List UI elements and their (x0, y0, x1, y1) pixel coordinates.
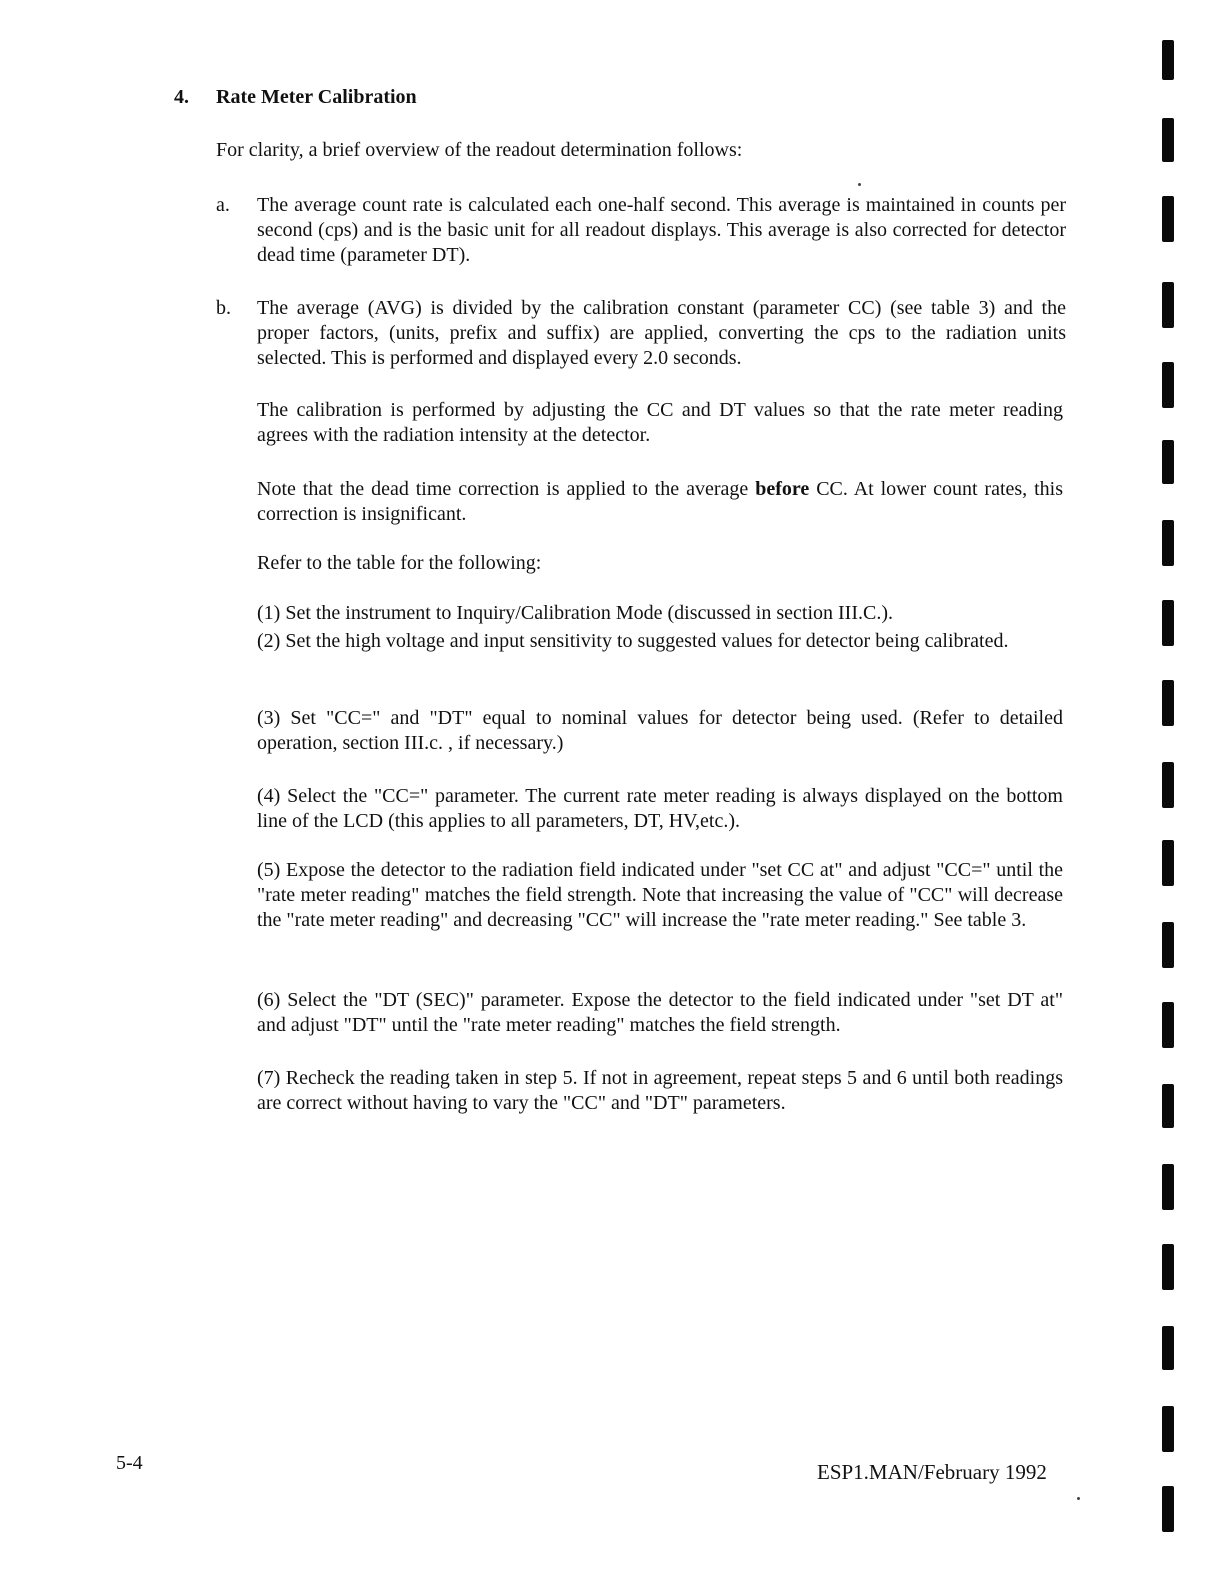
change-bar (1162, 922, 1174, 968)
note-text: CC. At lower count rates, this correction is insignificant. (257, 478, 1064, 525)
list-marker: a. (216, 194, 230, 216)
change-bar (1162, 1244, 1174, 1290)
step-item: (3) Set "CC=" and "DT" equal to nominal values for detector being used. (Refer to detailed operation, section III.c. , if necessary.) (257, 707, 1063, 754)
scan-speck (858, 183, 861, 186)
section-heading (174, 86, 417, 109)
change-bar (1162, 600, 1174, 646)
section-number: 4. (174, 86, 189, 108)
refer-paragraph: Refer to the table for the following: (257, 552, 542, 574)
page-number: 5-4 (116, 1452, 143, 1474)
change-bar (1162, 680, 1174, 726)
step-item: (4) Select the "CC=" parameter. The current rate meter reading is always displayed on the bottom line of the LCD (this applies to all parameters, DT, HV,etc.). (257, 785, 1063, 832)
list-item (216, 193, 1066, 268)
dead-time-note (257, 477, 1063, 527)
change-bar (1162, 1486, 1174, 1532)
intro-paragraph: For clarity, a brief overview of the readout determination follows: (216, 139, 743, 161)
change-bar (1162, 1002, 1174, 1048)
change-bar (1162, 40, 1174, 80)
change-bar (1162, 1406, 1174, 1452)
change-bar (1162, 840, 1174, 886)
change-bar (1162, 440, 1174, 484)
scan-speck (1077, 1497, 1080, 1500)
document-id: ESP1.MAN/February 1992 (817, 1460, 1047, 1484)
change-bar (1162, 282, 1174, 328)
change-bar (1162, 1164, 1174, 1210)
change-bar (1162, 1326, 1174, 1370)
change-bar (1162, 520, 1174, 566)
change-bar (1162, 118, 1174, 162)
step-item: (5) Expose the detector to the radiation field indicated under "set CC at" and adjust "CC=" until the "rate meter reading" matches the field strength. Note that increasing the value of "CC" will decrease the "rate meter reading" and decreasing "CC" will increase the "rate meter reading." See table 3. (257, 859, 1063, 931)
step-item: (1) Set the instrument to Inquiry/Calibration Mode (discussed in section III.C.). (257, 602, 893, 624)
change-bar (1162, 1084, 1174, 1128)
change-bar (1162, 196, 1174, 242)
change-bar (1162, 362, 1174, 408)
list-marker: b. (216, 297, 231, 319)
step-item: (7) Recheck the reading taken in step 5. If not in agreement, repeat steps 5 and 6 until both readings are correct without having to vary the "CC" and "DT" parameters. (257, 1067, 1063, 1114)
change-bar (1162, 762, 1174, 808)
step-item: (6) Select the "DT (SEC)" parameter. Expose the detector to the field indicated under "set DT at" and adjust "DT" until the "rate meter reading" matches the field strength. (257, 989, 1063, 1036)
calibration-paragraph: The calibration is performed by adjusting the CC and DT values so that the rate meter reading agrees with the radiation intensity at the detector. (257, 399, 1063, 446)
note-emphasis: before (755, 478, 810, 500)
list-item-text: The average (AVG) is divided by the calibration constant (parameter CC) (see table 3) and the proper factors, (units, prefix and suffix) are applied, converting the cps to the radiation units selected. This is performed and displayed every 2.0 seconds. (257, 297, 1066, 369)
list-item (216, 296, 1066, 371)
section-title: Rate Meter Calibration (216, 86, 417, 108)
list-item-text: The average count rate is calculated each one-half second. This average is maintained in counts per second (cps) and is the basic unit for all readout displays. This average is also corrected for detector dead time (parameter DT). (257, 194, 1066, 266)
note-text: Note that the dead time correction is applied to the average (257, 478, 756, 500)
step-item: (2) Set the high voltage and input sensitivity to suggested values for detector being calibrated. (257, 630, 1009, 652)
